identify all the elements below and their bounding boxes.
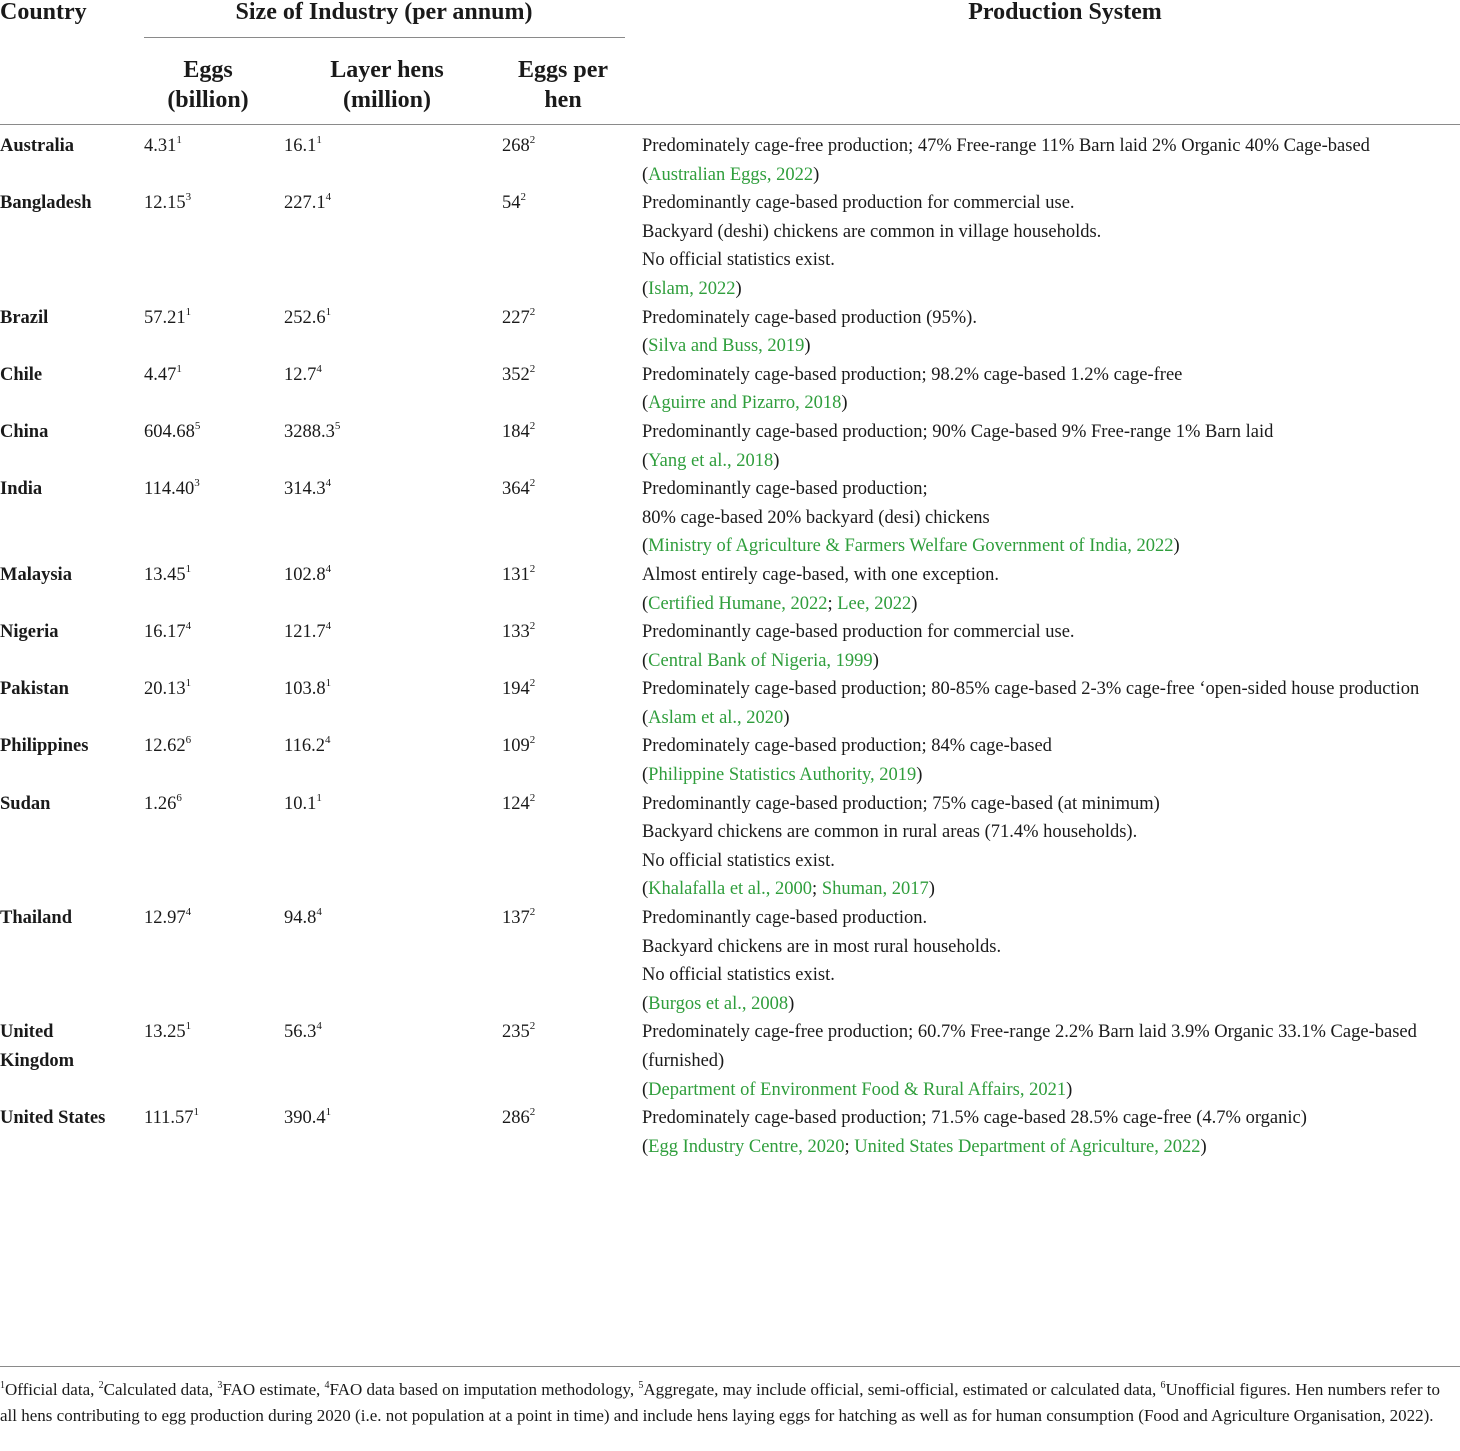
production-system-cell (642, 675, 1460, 732)
production-system-cell (642, 732, 1460, 789)
eggs-value-cell (144, 361, 284, 418)
production-system-cell (642, 361, 1460, 418)
layer-hens-value-cell (284, 189, 502, 303)
header-bottom-rule (0, 124, 1460, 125)
production-description: Predominately cage-based production (95%). (642, 307, 977, 328)
eggs-per-hen-value-cell (502, 904, 642, 1018)
country-name: United (0, 1022, 54, 1043)
footnote-ref: 4 (325, 191, 332, 204)
footnote-ref: 5 (334, 419, 341, 432)
country-name: Malaysia (0, 564, 72, 585)
country-cell (0, 675, 144, 732)
country-cell (0, 132, 144, 189)
eggs-value-cell (144, 732, 284, 789)
eggs-value: 20.13 (144, 679, 186, 700)
footnote-ref: 2 (529, 477, 536, 490)
footnote-ref: 4 (316, 362, 322, 375)
footnote-ref: 2 (529, 305, 536, 318)
header-eggs-per-hen (500, 55, 626, 115)
production-description: Predominantly cage-based production; 90% Cage-based 9% Free-range 1% Barn laid (642, 421, 1274, 442)
layer-hens-value: 16.1 (284, 136, 317, 156)
country-cell (0, 361, 144, 418)
footnote-ref: 1 (185, 562, 192, 575)
production-description: Backyard chickens are in most rural households. (642, 936, 1002, 957)
footnote-ref: 4 (325, 620, 332, 633)
footnote-ref: 1 (316, 134, 322, 146)
production-description: Predominantly cage-based production; (642, 479, 928, 500)
eggs-per-hen-value: 268 (502, 136, 530, 156)
citation-link[interactable]: Aguirre and Pizarro, 2018 (648, 393, 842, 414)
country-name: Nigeria (0, 622, 59, 643)
citation-link[interactable]: Central Bank of Nigeria, 1999 (648, 650, 873, 671)
footnote-definition: FAO estimate, (222, 1380, 325, 1399)
country-name: China (0, 421, 49, 442)
layer-hens-value: 103.8 (284, 679, 326, 700)
citation-line: (Burgos et al., 2008) (642, 993, 795, 1014)
country-cell (0, 418, 144, 475)
eggs-per-hen-value-cell (502, 675, 642, 732)
citation-line: (Australian Eggs, 2022) (642, 164, 820, 185)
layer-hens-value-cell (284, 1018, 502, 1104)
eggs-per-hen-value-cell (502, 1018, 642, 1104)
header-layer-hens (302, 55, 472, 115)
country-name: Brazil (0, 307, 49, 328)
eggs-value: 13.25 (144, 1022, 186, 1043)
layer-hens-value: 314.3 (284, 479, 326, 500)
production-system-cell (642, 132, 1460, 189)
citation-link[interactable]: Lee, 2022 (837, 593, 912, 614)
production-description: Almost entirely cage-based, with one exception. (642, 564, 1000, 585)
production-description: Predominately cage-based production; 71.5% cage-based 28.5% cage-free (4.7% organic) (642, 1108, 1307, 1129)
country-cell (0, 790, 144, 904)
footnote-ref: 1 (325, 1106, 332, 1119)
footnote-ref: 1 (176, 134, 182, 146)
footnote-ref: 2 (529, 134, 536, 146)
country-name: Thailand (0, 908, 72, 929)
eggs-value: 1.26 (144, 793, 177, 814)
footnote-ref: 3 (194, 477, 200, 490)
eggs-value: 114.40 (144, 479, 195, 500)
eggs-per-hen-value-cell (502, 418, 642, 475)
header-size-of-industry: Size of Industry (per annum) (235, 0, 533, 25)
footnote-ref: 2 (529, 1106, 536, 1119)
footnote-marker: 5 (638, 1380, 644, 1391)
footnote-definition: FAO data based on imputation methodology, (329, 1380, 639, 1399)
production-description: Predominantly cage-based production. (642, 908, 928, 929)
eggs-per-hen-value-cell (502, 732, 642, 789)
eggs-per-hen-value-cell (502, 475, 642, 561)
eggs-value-cell (144, 561, 284, 618)
eggs-value: 4.31 (144, 136, 177, 156)
eggs-value: 604.68 (144, 421, 195, 442)
eggs-per-hen-value-cell (502, 790, 642, 904)
eggs-per-hen-value: 364 (502, 479, 530, 500)
production-description: Predominantly cage-based production; 75% cage-based (at minimum) (642, 793, 1160, 814)
eggs-value: 4.47 (144, 364, 177, 385)
layer-hens-value-cell (284, 790, 502, 904)
country-cell (0, 561, 144, 618)
citation-line: (Silva and Buss, 2019) (642, 336, 811, 357)
footnote-ref: 3 (185, 191, 192, 204)
country-cell (0, 304, 144, 361)
eggs-per-hen-value-cell (502, 361, 642, 418)
citation-link[interactable]: Certified Humane, 2022 (648, 593, 828, 614)
layer-hens-value-cell (284, 361, 502, 418)
layer-hens-value: 94.8 (284, 908, 317, 929)
table-row (0, 361, 1460, 418)
eggs-value: 12.62 (144, 736, 186, 757)
table-row (0, 904, 1460, 1018)
production-system-cell (642, 618, 1460, 675)
footnote-ref: 1 (185, 677, 192, 690)
layer-hens-value-cell (284, 732, 502, 789)
footnote-note: Hen numbers refer to all hens contributing to egg production during 2020 (i.e. not population at a point in time) and include hens laying eggs for hatching as well as for human consumption (Food and Agriculture Organisation, 2022). (0, 1380, 1440, 1425)
layer-hens-value: 3288.3 (284, 421, 335, 442)
citation-line: (Department of Environment Food & Rural Affairs, 2021) (642, 1079, 1073, 1100)
table-row (0, 561, 1460, 618)
layer-hens-value: 12.7 (284, 364, 317, 385)
production-system-cell (642, 304, 1460, 361)
country-name: Chile (0, 364, 43, 385)
footnote-ref: 1 (325, 305, 332, 318)
production-system-cell (642, 189, 1460, 303)
footnote-marker: 2 (98, 1380, 104, 1391)
footnote-ref: 2 (529, 1020, 536, 1033)
footnote-definition: Unofficial figures. (1165, 1380, 1291, 1399)
citation-line: (Ministry of Agriculture & Farmers Welfare Government of India, 2022) (642, 536, 1180, 557)
footnote-ref: 2 (529, 677, 536, 690)
footnote-ref: 4 (316, 906, 322, 919)
footnote-ref: 2 (529, 362, 536, 375)
footnote-marker: 4 (324, 1380, 330, 1391)
eggs-per-hen-value: 235 (502, 1022, 530, 1043)
footnote-definition: Aggregate, may include official, semi-official, estimated or calculated data, (643, 1380, 1161, 1399)
production-description: 80% cage-based 20% backyard (desi) chickens (642, 507, 990, 528)
footnote-ref: 2 (529, 620, 536, 633)
production-system-cell (642, 475, 1460, 561)
production-description: Predominantly cage-based production for commercial use. (642, 193, 1075, 214)
layer-hens-value-cell (284, 132, 502, 189)
eggs-per-hen-value: 109 (502, 736, 530, 757)
eggs-value-cell (144, 304, 284, 361)
citation-link[interactable]: Australian Eggs, 2022 (648, 164, 814, 185)
footnote-ref: 6 (176, 791, 182, 804)
country-name: India (0, 479, 43, 500)
production-description: Predominately cage-free production; 60.7% Free-range 2.2% Barn laid 3.9% Organic 33.1% Cage-based (furnished) (642, 1022, 1417, 1071)
header-country: Country (0, 0, 87, 25)
footnote-ref: 1 (325, 677, 332, 690)
country-cell (0, 1018, 144, 1104)
production-description: No official statistics exist. (642, 965, 835, 986)
layer-hens-value-cell (284, 561, 502, 618)
citation-link[interactable]: Ministry of Agriculture & Farmers Welfare Government of India, 2022 (648, 536, 1174, 557)
eggs-value-cell (144, 618, 284, 675)
country-cell (0, 618, 144, 675)
layer-hens-value: 102.8 (284, 564, 326, 585)
citation-line: (Philippine Statistics Authority, 2019) (642, 765, 923, 786)
layer-hens-value: 252.6 (284, 307, 326, 328)
layer-hens-value-cell (284, 418, 502, 475)
header-eggs-line2: (billion) (167, 87, 249, 113)
citation-line: (Egg Industry Centre, 2020; United States Department of Agriculture, 2022) (642, 1136, 1207, 1157)
eggs-value-cell (144, 1104, 284, 1161)
citation-link[interactable]: Burgos et al., 2008 (648, 993, 789, 1014)
production-system-cell (642, 418, 1460, 475)
eggs-per-hen-value: 286 (502, 1108, 530, 1129)
layer-hens-value-cell (284, 675, 502, 732)
header-production-system: Production System (968, 0, 1162, 25)
country-cell (0, 732, 144, 789)
eggs-value-cell (144, 904, 284, 1018)
citation-link[interactable]: Department of Environment Food & Rural Affairs, 2021 (648, 1079, 1067, 1100)
eggs-value-cell (144, 418, 284, 475)
table-row (0, 189, 1460, 303)
production-system-cell (642, 1104, 1460, 1161)
production-description: Predominantly cage-based production for commercial use. (642, 622, 1075, 643)
country-cell (0, 1104, 144, 1161)
citation-line: (Yang et al., 2018) (642, 450, 780, 471)
production-description: No official statistics exist. (642, 850, 835, 871)
country-cell (0, 475, 144, 561)
eggs-value-cell (144, 475, 284, 561)
citation-line: (Khalafalla et al., 2000; Shuman, 2017) (642, 879, 935, 900)
eggs-per-hen-value: 137 (502, 908, 530, 929)
footnote-ref: 2 (520, 191, 526, 204)
layer-hens-value-cell (284, 475, 502, 561)
footnote-definition: Official data, (5, 1380, 99, 1399)
layer-hens-value: 10.1 (284, 793, 317, 814)
citation-link[interactable]: Yang et al., 2018 (648, 450, 774, 471)
header-hens-line2: (million) (343, 87, 431, 113)
eggs-value: 16.17 (144, 622, 186, 643)
header-eggs-line1: Eggs (183, 57, 233, 83)
table-row (0, 1018, 1460, 1104)
eggs-per-hen-value-cell (502, 618, 642, 675)
citation-line: (Aguirre and Pizarro, 2018) (642, 393, 848, 414)
citation-link[interactable]: Egg Industry Centre, 2020 (648, 1136, 845, 1157)
citation-link[interactable]: Shuman, 2017 (821, 879, 929, 900)
country-cell (0, 904, 144, 1018)
table-row (0, 132, 1460, 189)
citation-line: (Central Bank of Nigeria, 1999) (642, 650, 879, 671)
country-name: Philippines (0, 736, 89, 757)
eggs-value-cell (144, 790, 284, 904)
footer-rule (0, 1366, 1460, 1367)
citation-link[interactable]: United States Department of Agriculture, 2022 (854, 1136, 1201, 1157)
eggs-per-hen-value-cell (502, 132, 642, 189)
country-cell (0, 189, 144, 303)
footnote-ref: 4 (185, 906, 192, 919)
layer-hens-value: 116.2 (284, 736, 325, 757)
eggs-per-hen-value: 131 (502, 564, 530, 585)
footnote-ref: 1 (193, 1106, 200, 1119)
footnote-marker: 6 (1160, 1380, 1166, 1391)
production-description: No official statistics exist. (642, 250, 835, 271)
eggs-value-cell (144, 1018, 284, 1104)
table-row (0, 304, 1460, 361)
footnote-ref: 2 (529, 734, 536, 747)
production-system-cell (642, 561, 1460, 618)
citation-link[interactable]: Philippine Statistics Authority, 2019 (648, 765, 917, 786)
country-name: Sudan (0, 793, 51, 814)
eggs-value-cell (144, 675, 284, 732)
table-row (0, 790, 1460, 904)
eggs-value-cell (144, 132, 284, 189)
layer-hens-value-cell (284, 618, 502, 675)
eggs-per-hen-value: 54 (502, 193, 521, 214)
footnote-ref: 4 (316, 1020, 322, 1033)
layer-hens-value: 56.3 (284, 1022, 317, 1043)
table-row (0, 618, 1460, 675)
layer-hens-value-cell (284, 904, 502, 1018)
eggs-per-hen-value-cell (502, 561, 642, 618)
footnote-marker: 1 (0, 1380, 5, 1391)
table-row (0, 418, 1460, 475)
production-description: Predominately cage-based production; 98.2% cage-based 1.2% cage-free (642, 364, 1183, 385)
production-system-cell (642, 904, 1460, 1018)
citation-line: (Aslam et al., 2020) (642, 707, 790, 728)
eggs-per-hen-value: 227 (502, 307, 530, 328)
production-description: Predominately cage-based production; 84% cage-based (642, 736, 1052, 757)
table-footnote (0, 1377, 1460, 1428)
country-name: Kingdom (0, 1051, 75, 1071)
header-eggs (144, 55, 272, 115)
eggs-per-hen-value-cell (502, 1104, 642, 1161)
eggs-per-hen-value-cell (502, 189, 642, 303)
eggs-value: 12.97 (144, 908, 186, 929)
table-row (0, 675, 1460, 732)
footnote-ref: 1 (316, 791, 322, 804)
production-description: Backyard (deshi) chickens are common in village households. (642, 221, 1102, 242)
layer-hens-value-cell (284, 304, 502, 361)
citation-link[interactable]: Aslam et al., 2020 (648, 707, 784, 728)
footnote-ref: 2 (529, 791, 536, 804)
eggs-value: 57.21 (144, 307, 186, 328)
country-name: Bangladesh (0, 193, 92, 214)
production-system-cell (642, 1018, 1460, 1104)
footnote-ref: 4 (325, 477, 332, 490)
header-hens-line1: Layer hens (330, 57, 444, 83)
layer-hens-value: 390.4 (284, 1108, 326, 1129)
footnote-ref: 6 (185, 734, 192, 747)
footnote-marker: 3 (217, 1380, 223, 1391)
production-description: Predominately cage-based production; 80-85% cage-based 2-3% cage-free ‘open-sided house production (642, 679, 1420, 700)
citation-link[interactable]: Islam, 2022 (648, 278, 736, 299)
footnote-ref: 4 (324, 734, 331, 747)
country-name: United States (0, 1108, 106, 1129)
eggs-per-hen-value: 352 (502, 364, 530, 385)
footnote-ref: 1 (176, 362, 182, 375)
citation-line: (Islam, 2022) (642, 278, 742, 299)
footnote-ref: 4 (325, 562, 332, 575)
eggs-per-hen-value: 194 (502, 679, 530, 700)
footnote-ref: 4 (185, 620, 192, 633)
footnote-ref: 1 (185, 305, 192, 318)
footnote-ref: 2 (529, 562, 536, 575)
citation-link[interactable]: Silva and Buss, 2019 (648, 336, 805, 357)
footnote-definition: Calculated data, (103, 1380, 218, 1399)
layer-hens-value: 121.7 (284, 622, 326, 643)
eggs-value: 111.57 (144, 1108, 194, 1129)
footnote-ref: 2 (529, 906, 536, 919)
header-eph-line1: Eggs per (518, 57, 608, 83)
footnote-ref: 5 (194, 419, 201, 432)
eggs-per-hen-value: 133 (502, 622, 530, 643)
table-row (0, 732, 1460, 789)
eggs-per-hen-value-cell (502, 304, 642, 361)
layer-hens-value-cell (284, 1104, 502, 1161)
header-group-rule (144, 37, 625, 38)
footnote-ref: 2 (529, 419, 536, 432)
country-name: Pakistan (0, 679, 69, 700)
eggs-per-hen-value: 124 (502, 793, 530, 814)
eggs-value: 13.45 (144, 564, 186, 585)
eggs-value: 12.15 (144, 193, 186, 214)
citation-link[interactable]: Khalafalla et al., 2000 (648, 879, 813, 900)
layer-hens-value: 227.1 (284, 193, 326, 214)
data-table (0, 132, 1460, 1161)
table-row (0, 1104, 1460, 1161)
table-row (0, 475, 1460, 561)
footnote-ref: 1 (185, 1020, 192, 1033)
production-system-cell (642, 790, 1460, 904)
eggs-per-hen-value: 184 (502, 421, 530, 442)
eggs-value-cell (144, 189, 284, 303)
citation-line: (Certified Humane, 2022; Lee, 2022) (642, 593, 918, 614)
production-description: Predominately cage-free production; 47% Free-range 11% Barn laid 2% Organic 40% Cage-based (642, 136, 1370, 156)
country-name: Australia (0, 136, 74, 156)
production-description: Backyard chickens are common in rural areas (71.4% households). (642, 822, 1138, 843)
header-eph-line2: hen (544, 87, 582, 113)
